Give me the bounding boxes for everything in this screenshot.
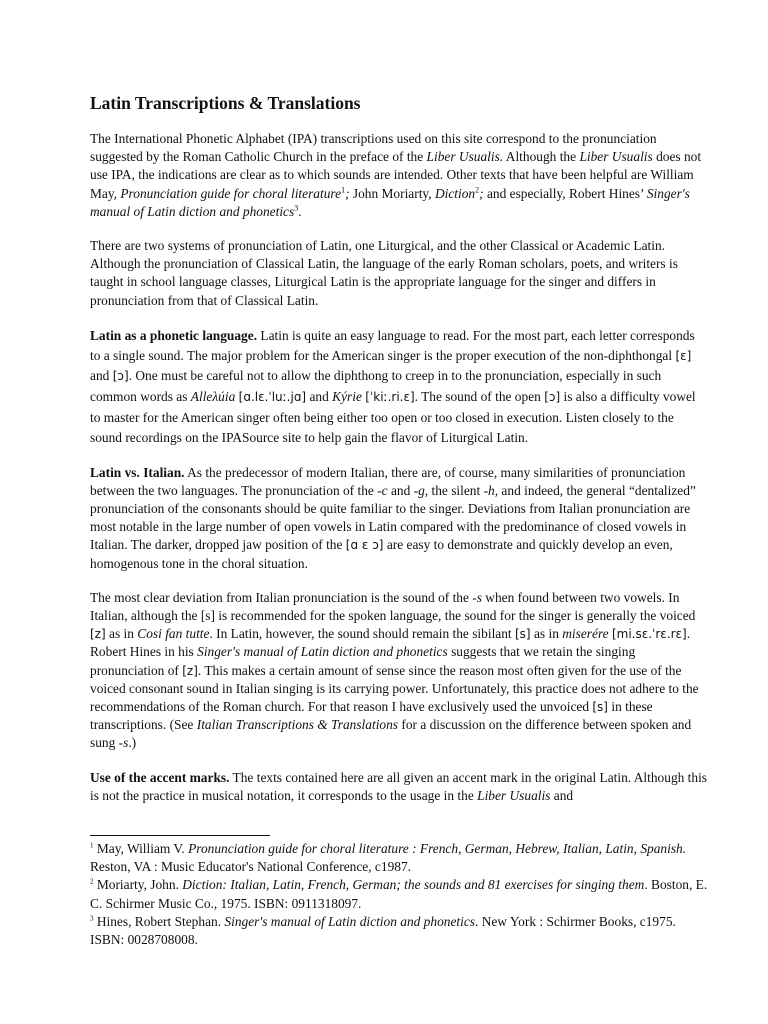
page-title: Latin Transcriptions & Translations bbox=[90, 93, 361, 113]
paragraph-ipa-intro: The International Phonetic Alphabet (IPA) transcriptions used on this site correspond to the pronunciation suggested by the Roman Catholic Church in the preface of the Liber Usualis. Although the Liber Usualis does not use IPA, the indications are clear as to which sounds are intended. Other texts that have been helpful are William May, Pronunciation guide for choral literature$^1$; John Moriarty, Diction$^2$; and especially, Robert Hines’ Singer's manual of Latin diction and phonetics$^3$. bbox=[90, 131, 702, 219]
section-heading: Latin as a phonetic language. bbox=[90, 327, 258, 343]
footnote-2: $^2$ Moriarty, John. Diction: Italian, Latin, French, German; the sounds and 81 exercises for singing them. Boston, E. C. Schirmer Music Co., 1975. ISBN: 0911318097. bbox=[90, 877, 708, 911]
footnotes bbox=[90, 840, 710, 949]
paragraph-sibilant: The most clear deviation from Italian pronunciation is the sound of the -s when found between two vowels. In Italian, although the [s] is recommended for the spoken language, the sound for the singer is generally the voiced [z] as in Cosi fan tutte. In Latin, however, the sound should remain the sibilant [s] as in miserére [mi.sɛ.ˈrɛ.rɛ]. Robert Hines in his Singer's manual of Latin diction and phonetics suggests that we retain the singing pronunciation of [z]. This makes a certain amount of sense since the reason most often given for the use of the voiced consonant sound in Italian singing is its carrying power. Unfortunately, this practice does not adhere to the recommendations of the Roman church. For that reason I have exclusively used the unvoiced [s] in these transcriptions. (See Italian Transcriptions & Translations for a discussion on the difference between spoken and sung -s.) bbox=[90, 589, 699, 751]
cross-reference-link: Italian Transcriptions & Translations bbox=[196, 717, 399, 733]
section-heading: Use of the accent marks. bbox=[90, 769, 230, 785]
section-heading: Latin vs. Italian. bbox=[90, 464, 185, 480]
paragraph-accent-marks: Use of the accent marks. The texts contained here are all given an accent mark in the original Latin. Although this is not the practice in musical notation, it corresponds to the usage in the Liber Usualis and bbox=[90, 769, 708, 803]
document-page bbox=[90, 92, 708, 821]
footnote-ref-3: 3 bbox=[294, 203, 299, 213]
footnote-1: $^1$ May, William V. Pronunciation guide for choral literature : French, German, Hebrew, Italian, Latin, Spanish. Reston, VA : Music Educator's National Conference, c1987. bbox=[90, 841, 687, 875]
footnote-ref-1: 1 bbox=[341, 185, 346, 195]
footnote-divider bbox=[90, 835, 270, 836]
paragraph-phonetic-language: Latin as a phonetic language. Latin is quite an easy language to read. For the most part, each letter corresponds to a single sound. The major problem for the American singer is the proper execution of the non-diphthongal [ɛ] and [ɔ]. One must be careful not to allow the diphthong to creep in to the pronunciation, especially in such common words as Alleλúia [ɑ.lɛ.ˈluː.jɑ] and Kýrie [ˈkiː.ri.ɛ]. The sound of the open [ɔ] is also a difficulty vowel to master for the American singer often being either too open or too closed in execution. Listen closely to the sound recordings on the IPASource site to help gain the flavor of Liturgical Latin. bbox=[90, 327, 696, 445]
paragraph-latin-vs-italian: Latin vs. Italian. As the predecessor of modern Italian, there are, of course, many similarities of pronunciation between the two languages. The pronunciation of the -c and -g, the silent -h, and indeed, the general “dentalized” pronunciation of the consonants should be quite familiar to the singer. Deviations from Italian pronunciation are most notable in the large number of open vowels in Latin compared with the predominance of closed vowels in Italian. The darker, dropped jaw position of the [ɑ ɛ ɔ] are easy to demonstrate and quickly develop an even, homogenous tone in the choral situation. bbox=[90, 464, 696, 571]
footnote-ref-2: 2 bbox=[475, 185, 480, 195]
paragraph-two-systems: There are two systems of pronunciation of Latin, one Liturgical, and the other Classical or Academic Latin. Although the pronunciation of Classical Latin, the language of the early Roman scholars, poets, and writers is taught in school language classes, Liturgical Latin is the appropriate language for the singer and differs in pronunciation from that of Classical Latin. bbox=[90, 238, 678, 308]
footnote-3: $^3$ Hines, Robert Stephan. Singer's manual of Latin diction and phonetics. New York : Schirmer Books, c1975. ISBN: 0028708008. bbox=[90, 913, 676, 948]
